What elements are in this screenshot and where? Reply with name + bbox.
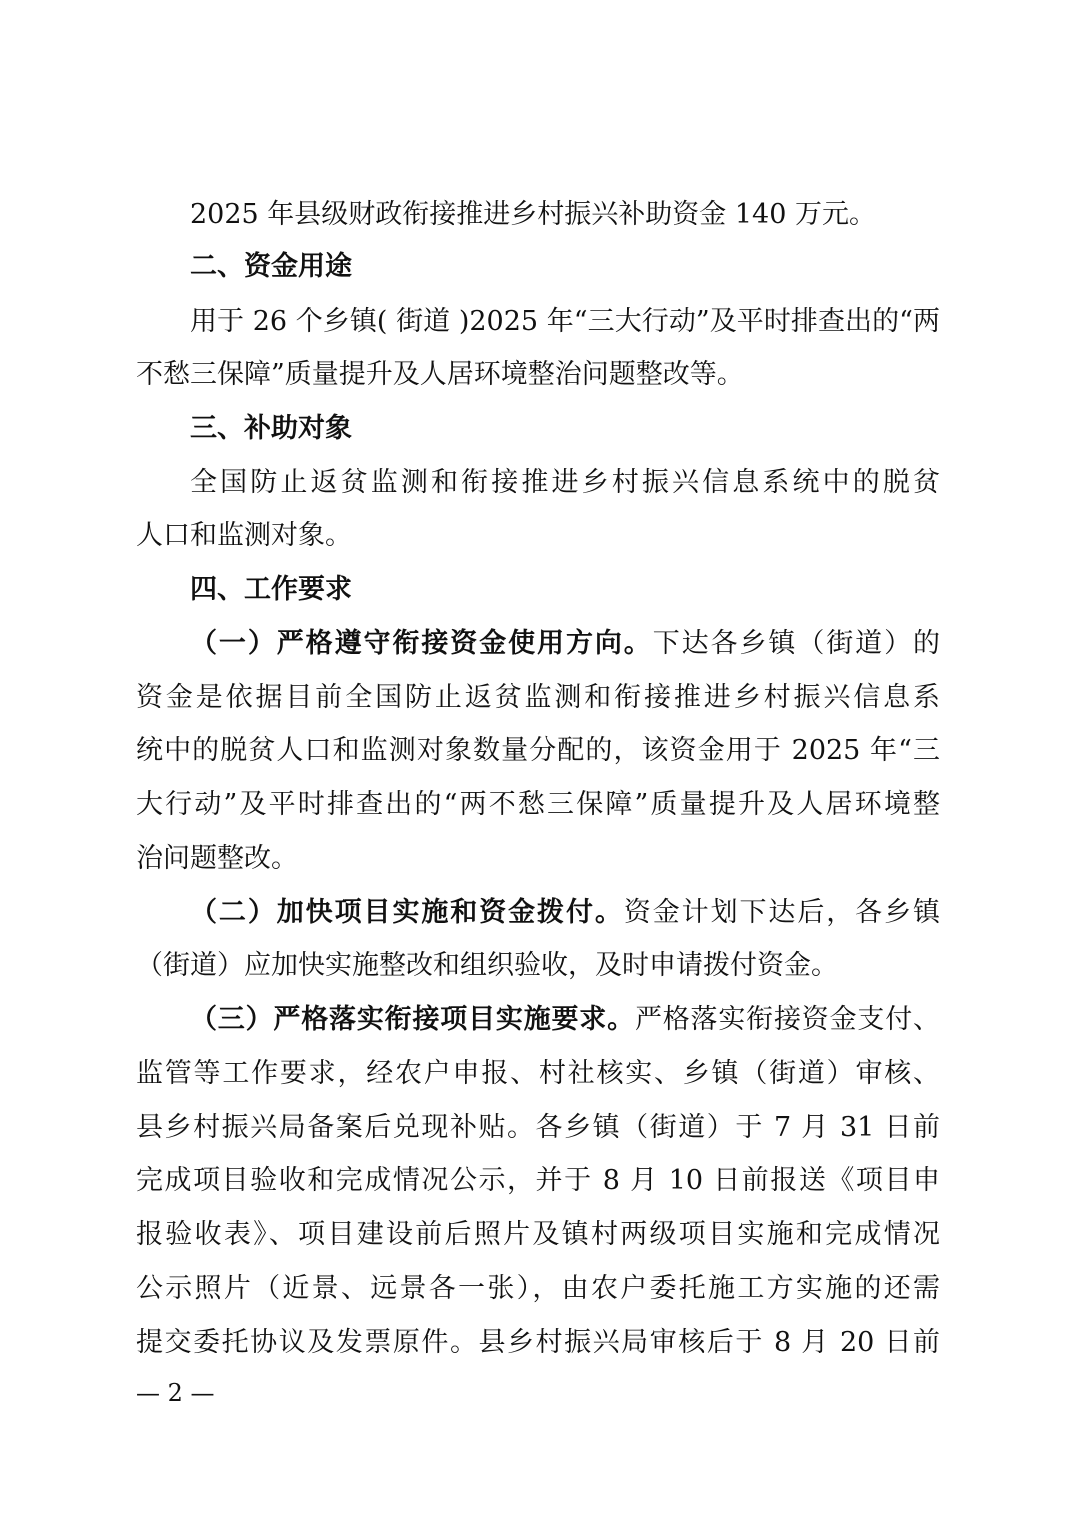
paragraph-line: 大行动”及平时排查出的“两不愁三保障”质量提升及人居环境整 bbox=[136, 789, 940, 820]
paragraph-line: （街道）应加快实施整改和组织验收，及时申请拨付资金。 bbox=[136, 950, 838, 981]
item-2-lead: （二）加快项目实施和资金拨付。 bbox=[190, 897, 624, 928]
paragraph-line: 报验收表》、项目建设前后照片及镇村两级项目实施和完成情况 bbox=[136, 1219, 940, 1250]
paragraph-line: 监管等工作要求，经农户申报、村社核实、乡镇（街道）审核、 bbox=[136, 1058, 940, 1089]
page-number: — 2 — bbox=[136, 1379, 215, 1407]
paragraph-line: 不愁三保障”质量提升及人居环境整治问题整改等。 bbox=[136, 359, 744, 390]
paragraph-line: 资金是依据目前全国防止返贫监测和衔接推进乡村振兴信息系 bbox=[136, 682, 940, 713]
item-1-lead: （一）严格遵守衔接资金使用方向。 bbox=[190, 628, 653, 659]
paragraph-line: 县乡村振兴局备案后兑现补贴。各乡镇（街道）于 7 月 31 日前 bbox=[136, 1112, 940, 1143]
paragraph-line: 人口和监测对象。 bbox=[136, 520, 352, 551]
section-heading-work-requirements: 四、工作要求 bbox=[190, 574, 352, 605]
paragraph-line-item-1 bbox=[190, 624, 940, 664]
paragraph-line: 统中的脱贫人口和监测对象数量分配的，该资金用于 2025 年“三 bbox=[136, 735, 940, 766]
paragraph-line: 全国防止返贫监测和衔接推进乡村振兴信息系统中的脱贫 bbox=[190, 467, 940, 498]
paragraph-line: 2025 年县级财政衔接推进乡村振兴补助资金 140 万元。 bbox=[190, 199, 876, 230]
paragraph-line: 治问题整改。 bbox=[136, 843, 298, 874]
item-1-text: 下达各乡镇（街道）的 bbox=[652, 628, 941, 659]
paragraph-line-item-3 bbox=[190, 1000, 940, 1040]
paragraph-line: 提交委托协议及发票原件。县乡村振兴局审核后于 8 月 20 日前 bbox=[136, 1327, 940, 1358]
item-3-lead: （三）严格落实衔接项目实施要求。 bbox=[190, 1004, 635, 1035]
paragraph-line: 公示照片（近景、远景各一张），由农户委托施工方实施的还需 bbox=[136, 1273, 940, 1304]
paragraph-line: 用于 26 个乡镇( 街道 )2025 年“三大行动”及平时排查出的“两 bbox=[190, 306, 940, 337]
paragraph-line-item-2 bbox=[190, 893, 940, 933]
section-heading-subsidy-target: 三、补助对象 bbox=[190, 413, 352, 444]
paragraph-line: 完成项目验收和完成情况公示，并于 8 月 10 日前报送《项目申 bbox=[136, 1165, 940, 1196]
section-heading-fund-use: 二、资金用途 bbox=[190, 251, 352, 282]
item-2-text: 资金计划下达后，各乡镇 bbox=[623, 897, 941, 928]
item-3-text: 严格落实衔接资金支付、 bbox=[634, 1004, 941, 1035]
